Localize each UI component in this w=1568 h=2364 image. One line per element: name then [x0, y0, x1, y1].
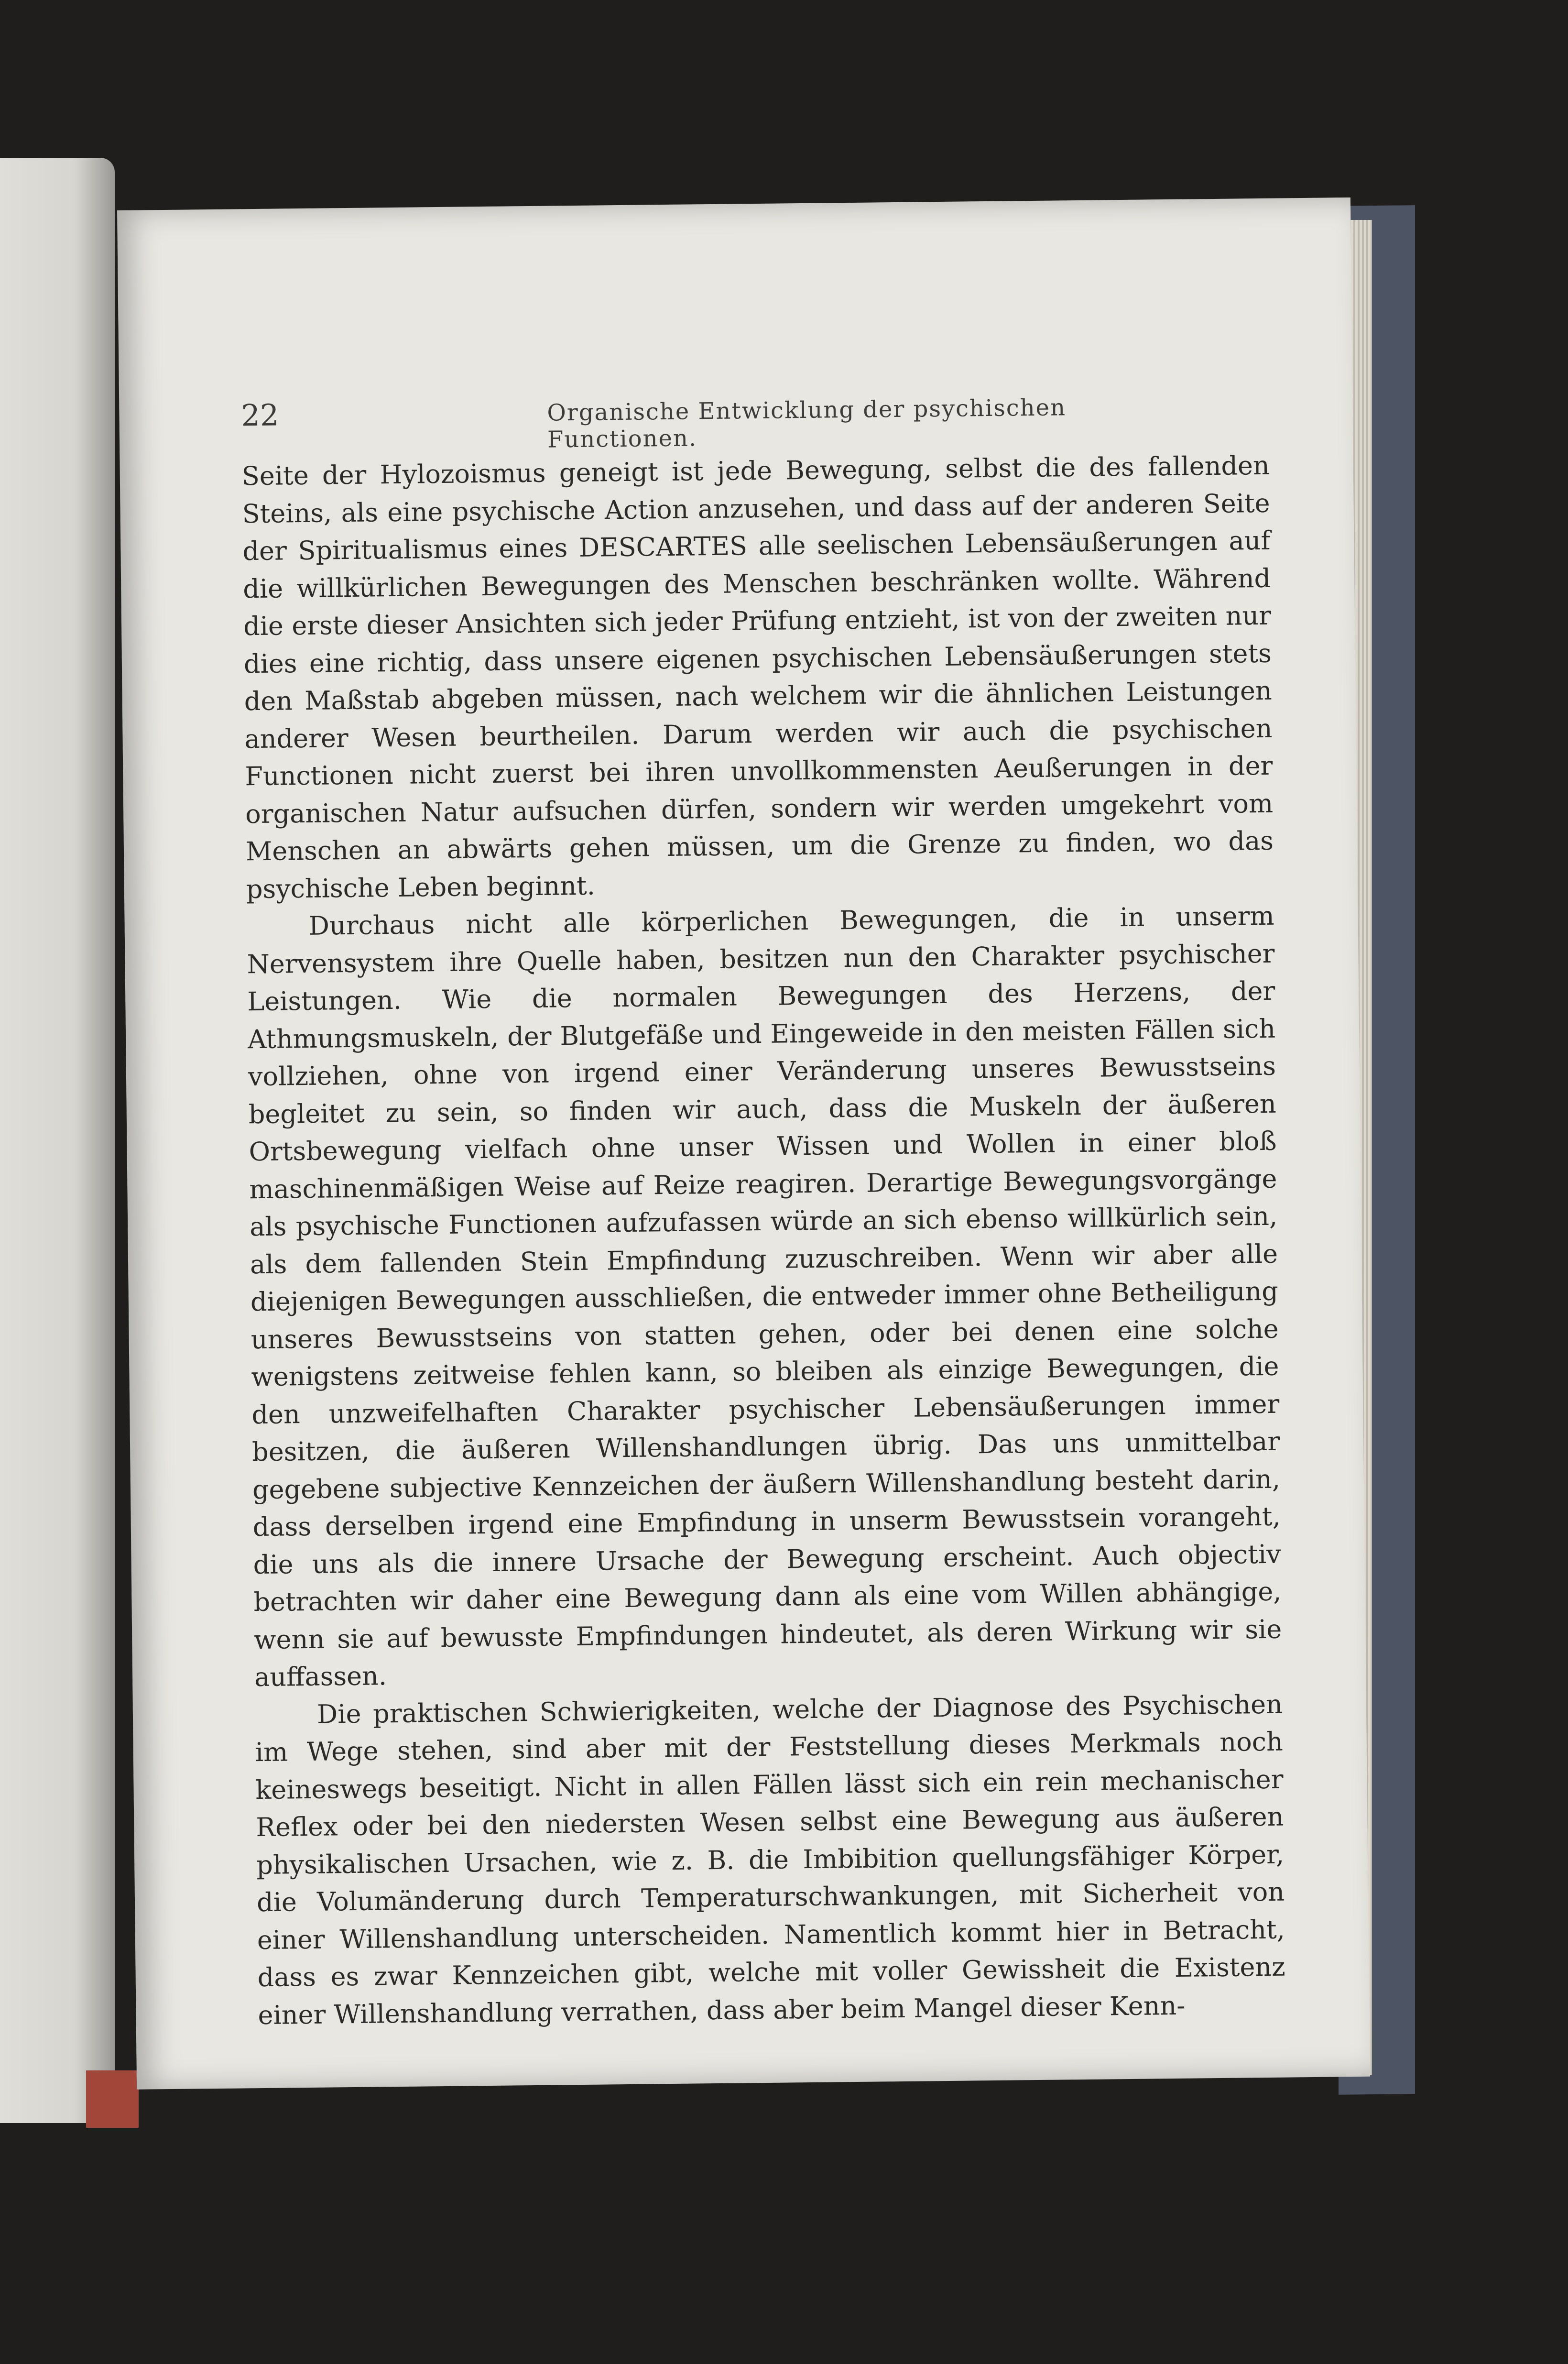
- paragraph-2: Durchaus nicht alle körperlichen Bewegungen, die in unserm Nervensystem ihre Quelle haben, besitzen nun den Charakter psychischer Leistungen. Wie die normalen Bewegungen des Herzens, der Athmungsmuskeln, der Blutgefäße und Eingeweide in den meisten Fällen sich vollziehen, ohne von irgend einer Veränderung unseres Bewusstseins begleitet zu sein, so finden wir auch, dass die Muskeln der äußeren Ortsbewegung vielfach ohne unser Wissen und Wollen in einer bloß maschinenmäßigen Weise auf Reize reagiren. Derartige Bewegungsvorgänge als psychische Functionen aufzufassen würde an sich ebenso willkürlich sein, als dem fallenden Stein Empfindung zuzuschreiben. Wenn wir aber alle diejenigen Bewegungen ausschließen, die entweder immer ohne Betheiligung unseres Bewusstseins von statten gehen, oder bei denen eine solche wenigstens zeitweise fehlen kann, so bleiben als einzige Bewegungen, die den unzweifelhaften Charakter psychischer Lebensäußerungen immer besitzen, die äußeren Willenshandlungen übrig. Das uns unmittelbar gegebene subjective Kennzeichen der äußern Willenshandlung besteht darin, dass derselben irgend eine Empfindung in unserm Bewusstsein vorangeht, die uns als die innere Ursache der Bewegung erscheint. Auch objectiv betrachten wir daher eine Bewegung dann als eine vom Willen abhängige, wenn sie auf bewusste Empfindungen hindeutet, als deren Wirkung wir sie auffassen.: [247, 900, 1282, 1693]
- paragraph-1: Seite der Hylozoismus geneigt ist jede Bewegung, selbst die des fallenden Steins, als eine psychische Action anzusehen, und dass auf der anderen Seite der Spiritualismus eines DESCARTES alle seelischen Lebensäußerungen auf die willkürlichen Bewegungen des Menschen beschränken wollte. Während die erste dieser Ansichten sich jeder Prüfung entzieht, ist von der zweiten nur dies eine richtig, dass unsere eigenen psychischen Lebensäußerungen stets den Maßstab abgeben müssen, nach welchem wir die ähnlichen Leistungen anderer Wesen beurtheilen. Darum werden wir auch die psychischen Functionen nicht zuerst bei ihren unvollkommensten Aeußerungen in der organischen Natur aufsuchen dürfen, sondern wir werden umgekehrt vom Menschen an abwärts gehen müssen, um die Grenze zu finden, wo das psychische Leben beginnt.: [241, 450, 1274, 904]
- book-page: [117, 197, 1370, 2090]
- page-number: 22: [241, 397, 279, 433]
- paragraph-3: Die praktischen Schwierigkeiten, welche der Diagnose des Psychischen im Wege stehen, sind aber mit der Feststellung dieses Merkmals noch keineswegs beseitigt. Nicht in allen Fällen lässt sich ein rein mechanischer Reflex oder bei den niedersten Wesen selbst eine Bewegung aus äußeren physikalischen Ursachen, wie z. B. die Imbibition quellungsfähiger Körper, die Volumänderung durch Temperaturschwankungen, mit Sicherheit von einer Willenshandlung unterscheiden. Namentlich kommt hier in Betracht, dass es zwar Kennzeichen gibt, welche mit voller Gewissheit die Existenz einer Willenshandlung verrathen, dass aber beim Mangel dieser Kenn-: [255, 1689, 1285, 2030]
- running-title: Organische Entwicklung der psychischen Functionen.: [547, 394, 1067, 453]
- left-page-edge: [0, 158, 115, 2123]
- page-header: [241, 388, 1198, 453]
- page-edge-red-mark: [86, 2070, 139, 2128]
- body-text: [241, 447, 1285, 2034]
